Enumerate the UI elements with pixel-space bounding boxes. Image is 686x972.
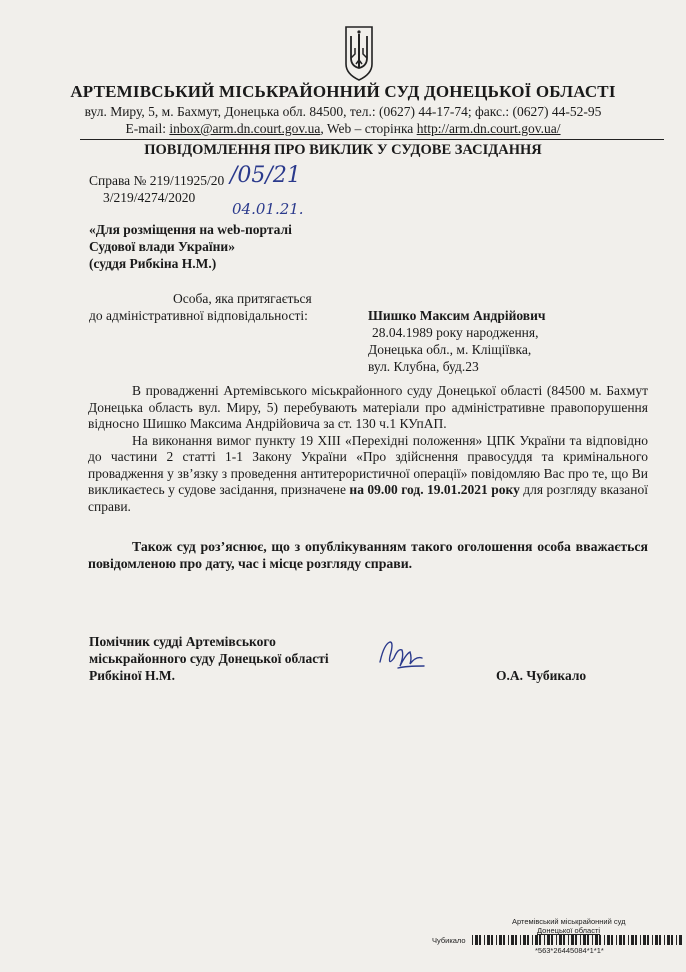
case-number: Справа № 219/11925/20 [89, 173, 225, 188]
case-number-secondary: 3/219/4274/2020 [103, 190, 196, 205]
party-name: Шишко Максим Андрійович [368, 308, 546, 323]
notice-title: ПОВІДОМЛЕННЯ ПРО ВИКЛИК У СУДОВЕ ЗАСІДАННЯ [144, 142, 542, 158]
placement-note-line1: «Для розміщення на web-порталі [89, 222, 292, 237]
signer-position-line1: Помічник судді Артемівського [89, 634, 276, 649]
hearing-datetime: на 09.00 год. 19.01.2021 року [349, 482, 520, 497]
signer-name: О.А. Чубикало [496, 668, 587, 683]
email-prefix: E-mail: [125, 121, 170, 136]
trident-emblem-icon [344, 24, 374, 82]
court-contacts [0, 121, 686, 137]
stamp-court-line2: Донецької області [537, 926, 601, 935]
header-divider [80, 139, 664, 140]
body-text [88, 383, 648, 515]
signer-position-line3: Рибкіної Н.М. [89, 668, 175, 683]
body-paragraph-2 [88, 433, 648, 516]
party-region: Донецька обл., м. Кліщіївка, [368, 342, 532, 357]
signer-position-line2: міськрайонного суду Донецької області [89, 651, 329, 666]
party-label-line2: до адміністративної відповідальності: [89, 308, 308, 323]
court-name: АРТЕМІВСЬКИЙ МІСЬКРАЙОННИЙ СУД ДОНЕЦЬКОЇ ОБЛАСТІ [70, 82, 616, 101]
web-link[interactable]: http://arm.dn.court.gov.ua/ [416, 121, 561, 136]
notification-clarification: Також суд роз’яснює, що з опублікуванням такого оголошення особа вважається повідомленою про дату, час і місце розгляду справи. [88, 539, 648, 571]
barcode-icon [472, 935, 682, 945]
party-label-line1: Особа, яка притягається [173, 291, 312, 306]
placement-note-line2: Судової влади України» [89, 239, 235, 254]
stamp-court-line1: Артемівський міськрайонний суд [512, 917, 626, 926]
paragraph2-end: для розгляду вказаної справи. [88, 482, 649, 514]
party-birth: 28.04.1989 року народження, [372, 325, 539, 340]
web-prefix: , Web – сторінка [320, 121, 417, 136]
stamp-code: *563*26445084*1*1* [535, 946, 604, 955]
body-paragraph-1: В провадженні Артемівського міськрайонного суду Донецької області (84500 м. Бахмут Донецька область вул. Миру, 5) перебувають матеріали про адміністративне правопорушення відносно Шишко Максима Андрійовича за ст. 130 ч.1 КУпАП. [88, 383, 648, 431]
handwritten-reg-date: 04.01.21. [232, 200, 304, 218]
handwritten-reg-number: /05/21 [230, 163, 301, 188]
party-street: вул. Клубна, буд.23 [368, 359, 479, 374]
stamp-clerk: Чубикало [432, 936, 466, 945]
placement-note-judge: (суддя Рибкіна Н.М.) [89, 256, 217, 271]
court-address: вул. Миру, 5, м. Бахмут, Донецька обл. 84500, тел.: (0627) 44-17-74; факс.: (0627) 44-52-95 [84, 104, 602, 119]
paragraph2-start: На виконання вимог пункту 19 ХІІІ «Перехідні положення» ЦПК України та відповідно до частини 2 статті 1-1 Закону України «Про здійснення правосуддя та кримінального провадження у зв’язку з проведення антитерористичної операції» повідомляю Вас про те, що Ви викликаєтесь у судове засідання, призначене [88, 432, 648, 497]
email-link[interactable]: inbox@arm.dn.court.gov.ua [169, 121, 321, 136]
handwritten-signature-icon [376, 636, 428, 674]
